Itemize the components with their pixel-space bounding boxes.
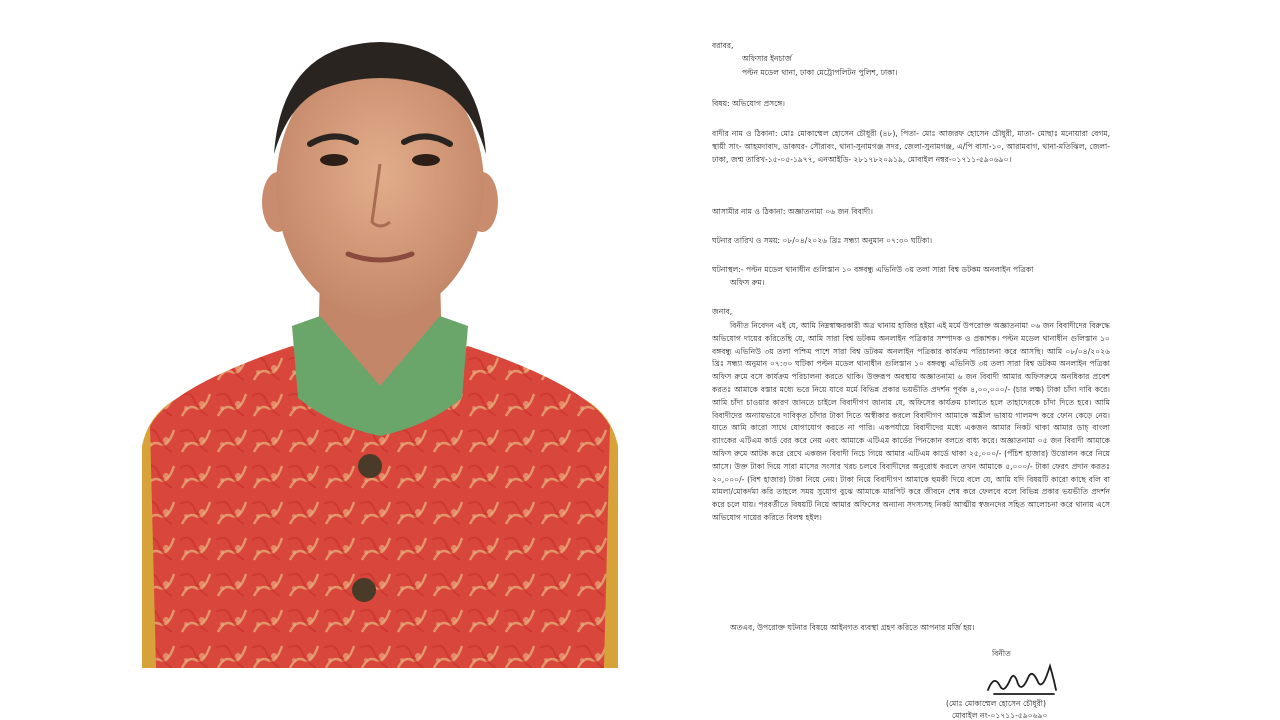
incident-time: ঘটনার তারিখ ও সময়: ০৮/০৪/২০২৬ খ্রিঃ সন্ধ্যা অনুমান ০৭:৩০ ঘটিকা।	[712, 236, 933, 245]
signer-mobile: মোবাইল নং-০১৭১১-৫৯০৬৯০	[952, 711, 1048, 720]
recipient-address: পল্টন মডেল থানা, ঢাকা মেট্রোপলিটন পুলিশ, ঢাকা।	[742, 68, 898, 77]
handwritten-signature	[984, 660, 1064, 700]
incident-place-line: ঘটনাস্থল:- পল্টন মডেল থানাধীন গুলিস্তান ১০ বঙ্গবন্ধু এভিনিউ ৩য় তলা সারা বিশ্ব ডটকম অনলাইন পত্রিকা	[712, 265, 1034, 274]
signature-block	[942, 648, 1118, 720]
portrait-photo	[142, 26, 618, 668]
plaintiff-details: বাদীর নাম ও ঠিকানা: মোঃ মোকাম্মেল হোসেন চৌধুরী (৪৮), পিতা- মোঃ আজরফ হোসেন চৌধুরী, মাতা- মোছাঃ মনোয়ারা বেগম, স্থায়ী সাং- আহমদাবাদ, ডাকঘর- সৌরাবং, থানা-সুনামগঞ্জ সদর, জেলা-সুনামগঞ্জ, এ/পি বাসা-১০, আরামবাগ, থানা-মতিঝিল, জেলা-ঢাকা, জন্ম তারিখ-১৫-০৫-১৯৭৭, এনআইডি- ২৮১৭৮২০৯১৯, মোবাইল নম্বর-০১৭১১-৫৯০৬৯০।	[712, 129, 1110, 164]
recipient-label: বরাবর,	[712, 41, 734, 50]
sign-label: বিনীত	[992, 649, 1011, 658]
incident-place	[712, 264, 1110, 290]
closing-line: অতএব, উপরোক্ত ঘটনার বিষয়ে আইনগত ব্যবস্থা গ্রহণ করিতে আপনার মর্জি হয়।	[730, 623, 975, 632]
letter-body: বিনীত নিবেদন এই যে, আমি নিম্নস্বাক্ষরকারী অত্র থানায় হাজির হইয়া এই মর্মে উপরোক্ত অজ্ঞাতনামা ০৬ জন বিবাদীদের বিরুদ্ধে অভিযোগ দায়ের করিতেছি যে, আমি সারা বিশ্ব ডটকম অনলাইন পত্রিকার সম্পাদক ও প্রকাশক। পল্টন মডেল থানাধীন গুলিস্তান ১০ বঙ্গবন্ধু এভিনিউ ৩য় তলা পশ্চিম পাশে সারা বিশ্ব ডটকম অনলাইন পত্রিকার কার্যক্রম পরিচালনা করে আসছি। আমি ০৮/০৪/২০২৬ খ্রিঃ সন্ধ্যা অনুমান ০৭:৩০ ঘটিকা পল্টন মডেল থানাধীন গুলিস্তান ১০ বঙ্গবন্ধু এভিনিউ ৩য় তলা সারা বিশ্ব ডটকম অনলাইন পত্রিকা অফিস রুমে বসে কার্যক্রম পরিচালনা করতে থাকি। উক্তরূপ অবস্থায় অজ্ঞাতনামা ৬ জন বিবাদী আমার অফিসরুমে অনধিকার প্রবেশ করতঃ আমাকে বস্তার মধ্যে ভরে নিয়ে যাবে মর্মে বিভিন্ন প্রকার ভয়ভীতি প্রদর্শন পূর্বক ৪,০০,০০০/- (চার লক্ষ) টাকা চাঁদা দাবি করে। আমি চাঁদা চাওয়ার কারণ জানতে চাইলে বিবাদীগণ জানায় যে, অফিসের কার্যক্রম চালাতে হলে তাহাদেরকে চাঁদা দিতে হবে। আমি বিবাদীদের অন্যায়ভাবে দাবিকৃত চাঁদার টাকা দিতে অস্বীকার করলে বিবাদীগণ আমাকে অশ্লীল ভাষায় গালমন্দ করে ফোন কেড়ে নেয়। যাতে আমি কারো সাথে যোগাযোগ করতে না পারি। একপর্যায়ে বিবাদীদের মধ্যে একজন আমার নিকট থাকা আমার ডাচ্ বাংলা ব্যাংকের এটিএম কার্ড বের করে নেয় এবং আমাকে এটিএম কার্ডের পিনকোন বলতে বাধ্য করে। অজ্ঞাতনামা ০৫ জন বিবাদী আমাকে অফিস রুমে আটক করে রেখে একজন বিবাদী নিচে গিয়ে আমার এটিএম কার্ডে থাকা ২৫,০০০/- (পঁচিশ হাজার) উত্তোলন করে নিয়ে আসে। উক্ত টাকা দিয়ে সারা মাসের সংসার খরচ চলবে বিবাদীদের অনুরোধ করলে তখন আমাকে ৫,০০০/- টাকা ফেরৎ প্রদান করতঃ ২০,০০০/- (বিশ হাজার) টাকা নিয়ে নেয়। টাকা নিয়ে বিবাদীগণ আমাকে হুমকী দিয়ে বলে যে, আমি যদি বিষয়টি কারো কাছে বলি বা মামলা/মোকর্দমা করি তাহলে সময় সুযোগ বুঝে আমাকে মারপিট করে জীবনে শেষ করে ফেলবে বলে বিভিন্ন প্রকার ভয়ভীতি প্রদর্শন করে চলে যায়। পরবর্তীতে বিষয়টি নিয়ে আমার অফিসের অন্যান্য সদস্যসহ নিকট আত্মীয় স্বজনদের সহিত আলোচনা করে থানায় এসে অভিযোগ দায়ের করিতে বিলম্ব হইল।	[712, 321, 1110, 522]
letter-subject: বিষয়: অভিযোগ প্রসঙ্গে।	[712, 99, 785, 108]
portrait-illustration	[142, 26, 618, 668]
vest-button	[352, 578, 376, 602]
salutation: জনাব,	[712, 307, 733, 316]
signer-name: (মোঃ মোকাম্মেল হোসেন চৌধুরী)	[946, 699, 1046, 708]
complaint-letter	[686, 30, 1118, 720]
incident-place-line: অফিস রুম।	[730, 277, 765, 287]
accused-details: আসামীর নাম ও ঠিকানা: অজ্ঞাতনামা ০৬ জন বিবাদী।	[712, 207, 873, 216]
vest-button	[358, 454, 382, 478]
recipient-title: অফিসার ইনচার্জ	[742, 54, 792, 63]
